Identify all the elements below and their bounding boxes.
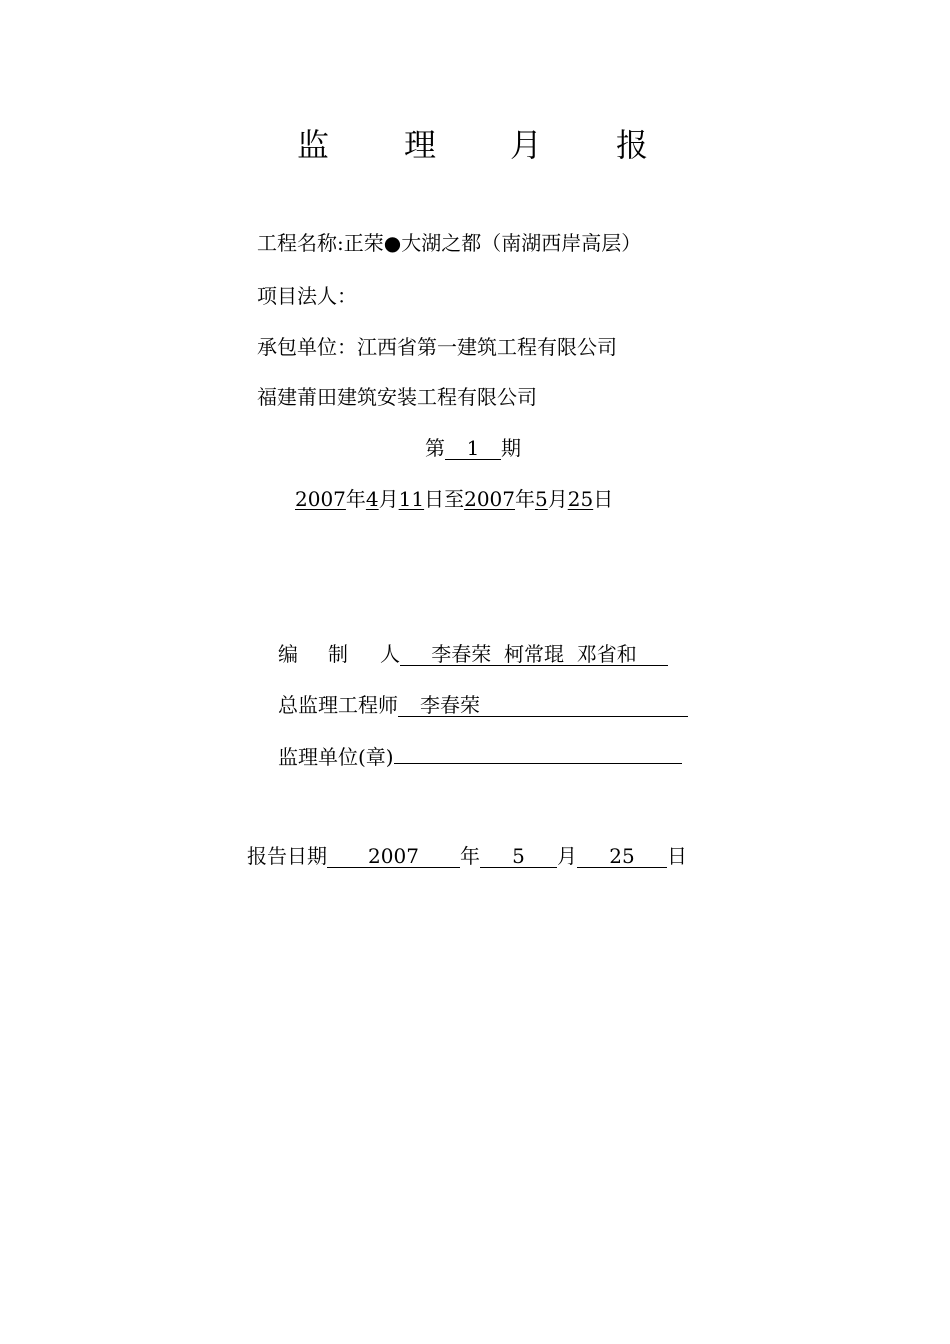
- chief-engineer-name-text: 李春荣: [420, 693, 480, 717]
- supervision-unit-line: [278, 741, 682, 771]
- contractor-value-1: 江西省第一建筑工程有限公司: [357, 335, 617, 359]
- project-name-label: 工程名称:: [257, 231, 344, 255]
- month-char: 月: [547, 487, 568, 511]
- contractor-value-2: 福建莆田建筑安装工程有限公司: [257, 385, 537, 409]
- project-owner-label: 项目法人：: [257, 284, 357, 308]
- supervision-unit-label: 监理单位(章): [278, 745, 394, 769]
- compiler-label-char: 人: [380, 642, 400, 666]
- to-char: 至: [444, 487, 465, 511]
- project-name-line: [257, 229, 641, 257]
- period-end-month: 5: [535, 487, 548, 511]
- chief-engineer-label: 总监理工程师: [278, 693, 398, 717]
- project-owner-line: [257, 282, 357, 310]
- report-date-day: 25: [577, 845, 667, 868]
- issue-prefix: 第: [425, 436, 445, 460]
- month-char: 月: [378, 487, 399, 511]
- period-start-day: 11: [398, 487, 425, 511]
- contractor-line-2: [257, 383, 537, 411]
- compiler-names: 李春荣 柯常琨 邓省和: [400, 643, 668, 666]
- chief-engineer-line: [278, 691, 688, 719]
- project-name-value: 正荣●大湖之都（南湖西岸高层）: [343, 231, 642, 255]
- report-date-month: 5: [480, 845, 557, 868]
- report-date-year: 2007: [327, 845, 460, 868]
- report-date-label: 报告日期: [247, 844, 327, 868]
- document-title: [297, 120, 697, 170]
- period-end-year: 2007: [464, 487, 515, 511]
- issue-number: 1: [445, 437, 501, 460]
- year-char: 年: [345, 487, 366, 511]
- issue-suffix: 期: [501, 436, 521, 460]
- period-line: [295, 485, 613, 513]
- day-char: 日: [593, 487, 614, 511]
- compiler-label-char: 编: [278, 642, 298, 666]
- day-char: 日: [424, 487, 445, 511]
- period-start-year: 2007: [295, 487, 346, 511]
- issue-line: [425, 434, 521, 462]
- period-end-day: 25: [567, 487, 594, 511]
- period-start-month: 4: [365, 487, 379, 511]
- report-date-day-char: 日: [667, 844, 687, 868]
- title-char: 报: [616, 126, 649, 164]
- title-char: 理: [404, 126, 437, 164]
- year-char: 年: [515, 487, 535, 511]
- contractor-line: [257, 333, 617, 361]
- report-date-line: [247, 842, 687, 870]
- contractor-label: 承包单位：: [257, 335, 357, 359]
- report-date-month-char: 月: [557, 844, 577, 868]
- compiler-line: [278, 640, 668, 668]
- title-char: 月: [510, 126, 543, 164]
- supervision-unit-blank: [394, 741, 682, 764]
- title-char: 监: [297, 126, 330, 164]
- chief-engineer-name: [398, 694, 688, 717]
- compiler-label-char: 制: [328, 642, 348, 666]
- report-date-year-char: 年: [460, 844, 480, 868]
